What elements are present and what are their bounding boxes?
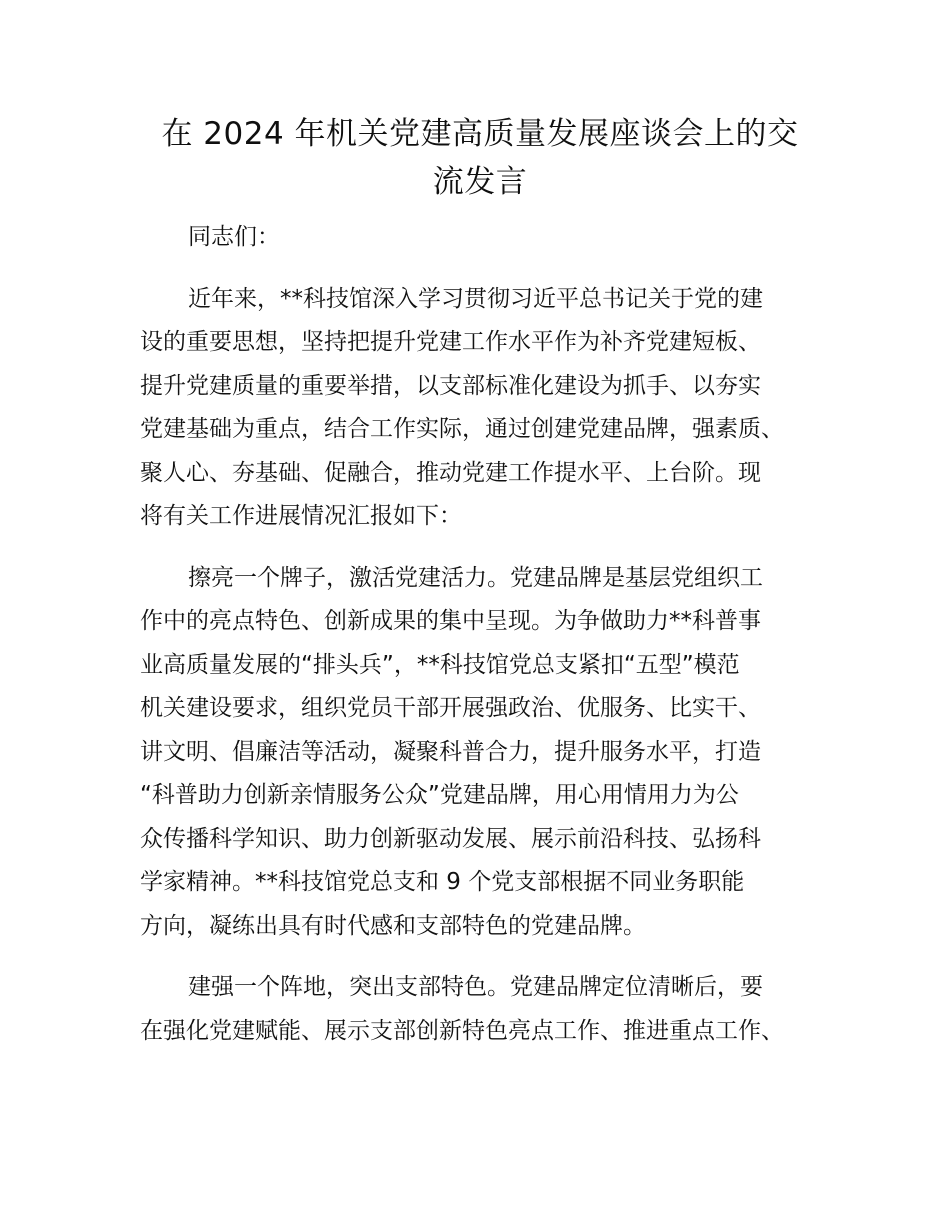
paragraph-intro — [140, 278, 820, 539]
paragraph-line: 在强化党建赋能、展示支部创新特色亮点工作、推进重点工作、 — [140, 1017, 784, 1044]
paragraph-line: 作中的亮点特色、创新成果的集中呈现。为争做助力**科普事 — [140, 608, 761, 634]
title-line-2: 流发言 — [432, 164, 528, 200]
paragraph-line: 提升党建质量的重要举措，以支部标准化建设为抓手、以夯实 — [140, 372, 761, 399]
paragraph-line: 聚人心、夯基础、促融合，推动党建工作提水平、上台阶。现 — [140, 459, 761, 486]
paragraph-line: 方向，凝练出具有时代感和支部特色的党建品牌。 — [140, 912, 646, 939]
paragraph-line: “科普助力创新亲情服务公众”党建品牌，用心用情用力为公 — [140, 782, 739, 808]
title-line-1: 在 2024 年机关党建高质量发展座谈会上的交 — [161, 116, 799, 152]
document-title — [140, 110, 820, 206]
paragraph-line: 擦亮一个牌子，激活党建活力。党建品牌是基层党组织工 — [188, 564, 763, 591]
salutation: 同志们： — [188, 224, 280, 250]
paragraph-line: 业高质量发展的“排头兵”，**科技馆党总支紧扣“五型”模范 — [140, 651, 740, 678]
paragraph-line: 设的重要思想，坚持把提升党建工作水平作为补齐党建短板、 — [140, 329, 761, 355]
paragraph-line: 机关建设要求，组织党员干部开展强政治、优服务、比实干、 — [140, 695, 761, 721]
paragraph-line: 党建基础为重点，结合工作实际，通过创建党建品牌，强素质、 — [140, 416, 784, 442]
document-page — [140, 110, 820, 1053]
paragraph-line: 建强一个阵地，突出支部特色。党建品牌定位清晰后，要 — [188, 974, 763, 1000]
paragraph-line: 讲文明、倡廉洁等活动，凝聚科普合力，提升服务水平，打造 — [140, 738, 761, 765]
paragraph-line: 学家精神。**科技馆党总支和 9 个党支部根据不同业务职能 — [140, 869, 745, 895]
paragraph-brand — [140, 557, 820, 949]
paragraph-line: 众传播科学知识、助力创新驱动发展、展示前沿科技、弘扬科 — [140, 825, 761, 852]
paragraph-position — [140, 966, 820, 1053]
paragraph-line: 近年来，**科技馆深入学习贯彻习近平总书记关于党的建 — [188, 285, 763, 312]
paragraph-line: 将有关工作进展情况汇报如下： — [140, 503, 462, 529]
